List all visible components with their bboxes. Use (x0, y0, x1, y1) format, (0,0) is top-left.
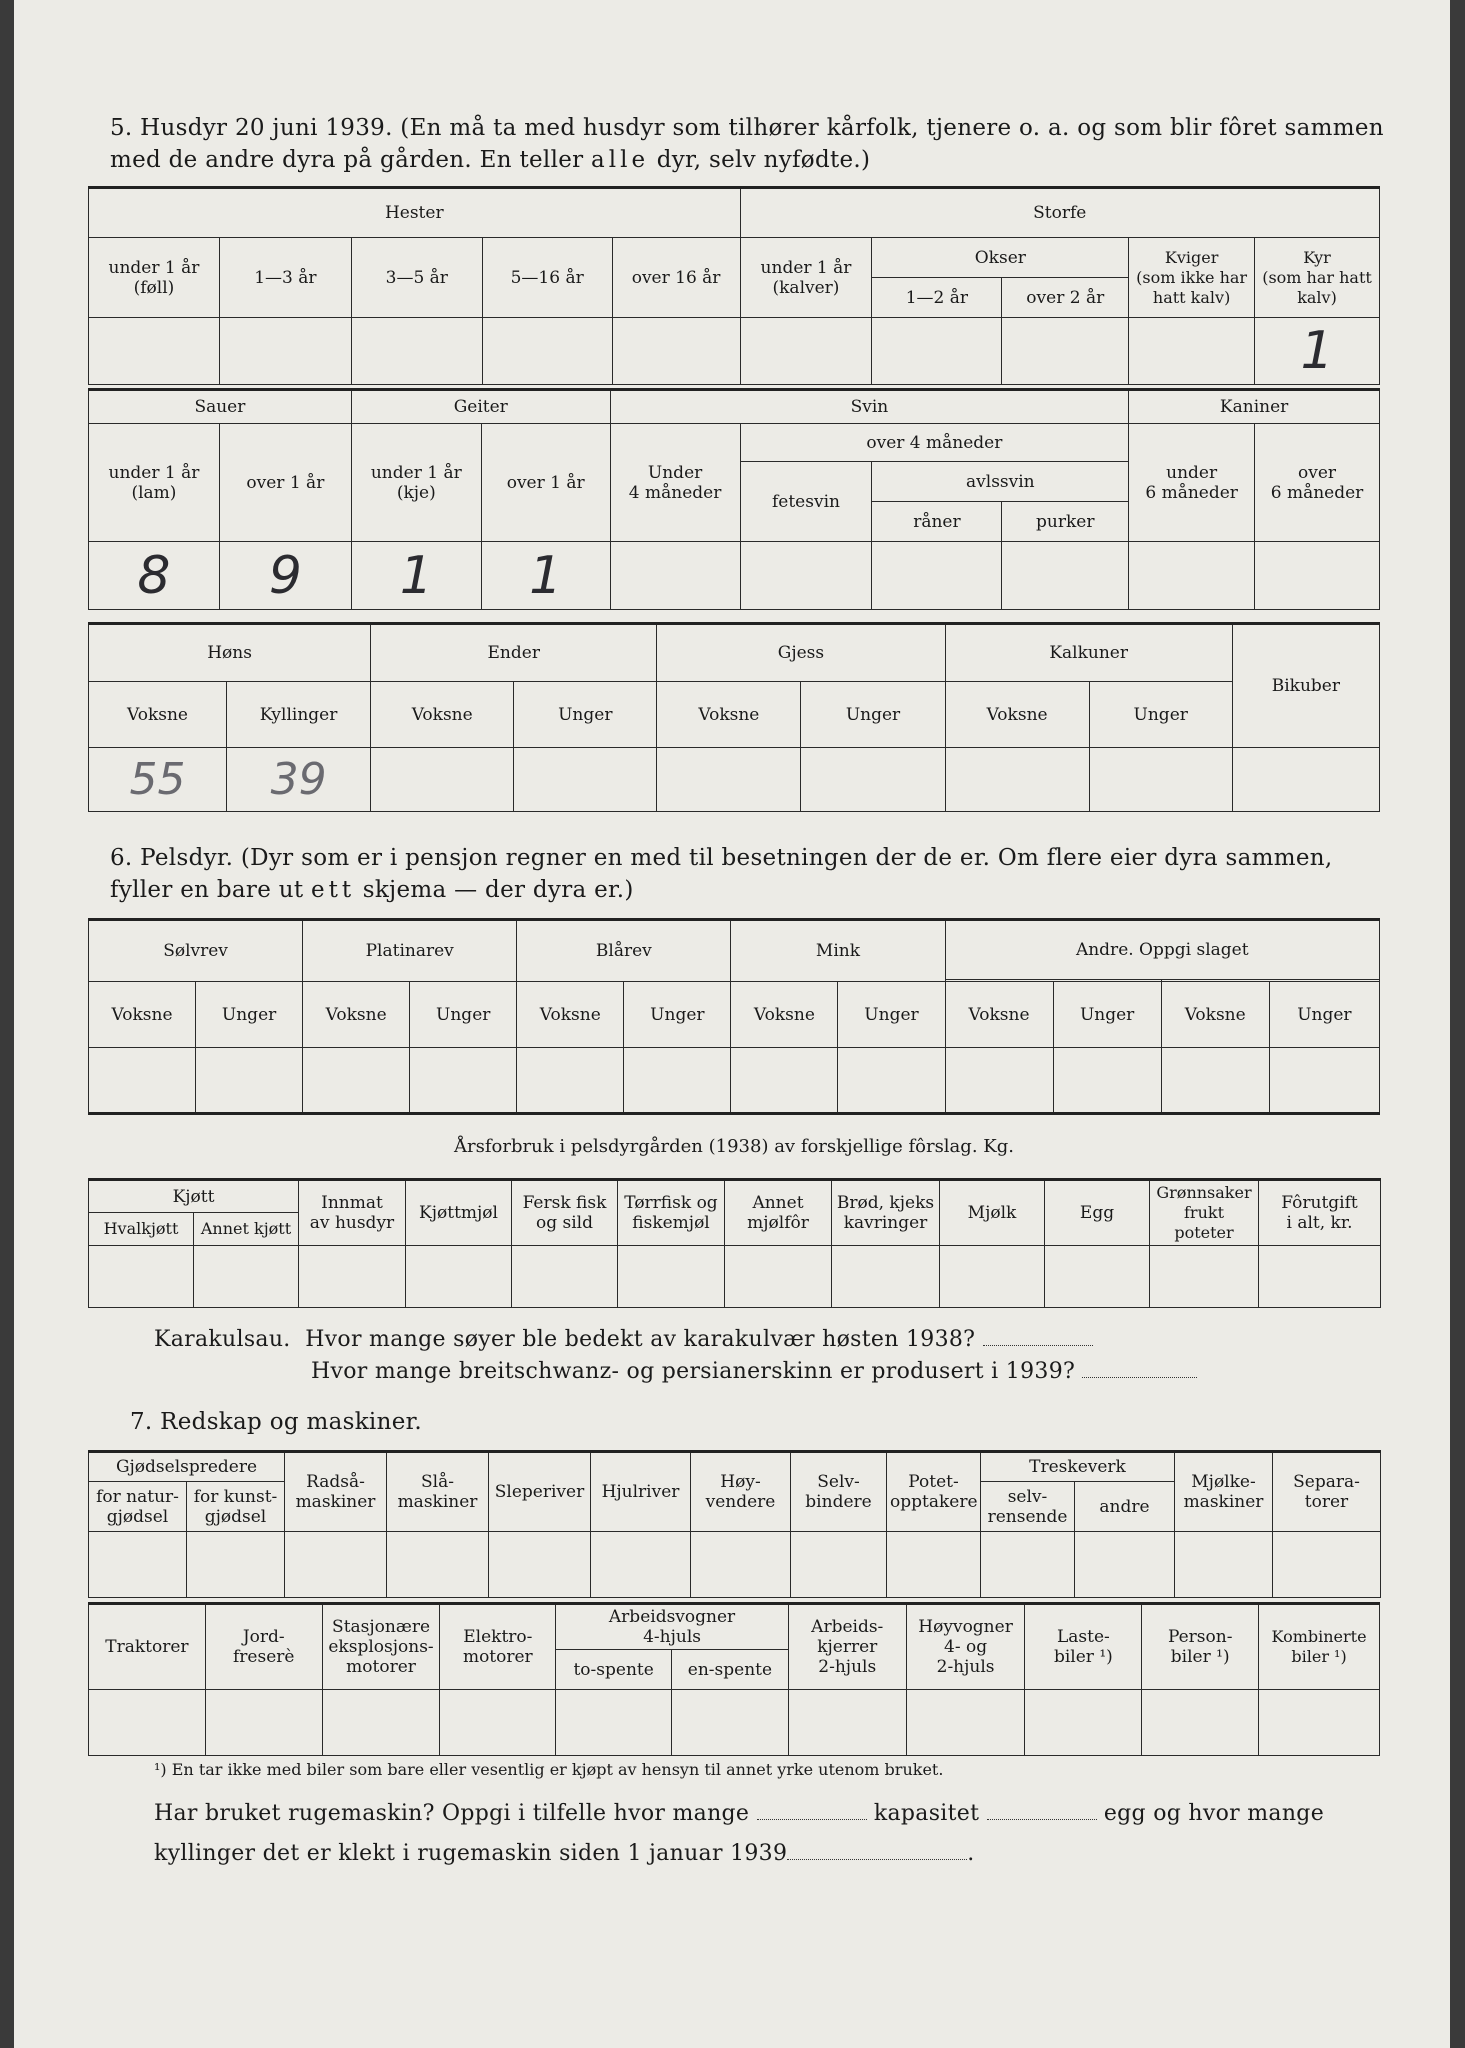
karakul-label: Karakulsau. (154, 1327, 291, 1352)
blarev-header: Blårev (517, 920, 731, 982)
karakul-q2: Hvor mange breitschwanz- og persianerskinn er produsert i 1939? (311, 1359, 1076, 1384)
input-cell[interactable] (981, 1532, 1075, 1598)
svin-header: Svin (610, 390, 1129, 424)
redskap-col-arbeidskjerrer: Arbeids- kjerrer 2-hjuls (788, 1604, 906, 1690)
input-cell[interactable] (657, 748, 801, 812)
kalkuner-header: Kalkuner (945, 624, 1232, 682)
input-cell[interactable] (1175, 1532, 1273, 1598)
karakul-q2-line (154, 1356, 1354, 1388)
hons-header: Høns (89, 624, 371, 682)
karakul-q1-line (154, 1324, 1354, 1356)
forbruk-col-torrfisk: Tørrfisk og fiskemjøl (618, 1180, 725, 1246)
input-cell[interactable] (205, 1690, 322, 1756)
geiter-over1-cell[interactable] (481, 542, 610, 610)
storfe-col-kalver: under 1 år (kalver) (740, 238, 872, 318)
input-cell[interactable] (838, 1048, 945, 1114)
bikuber-header: Bikuber (1232, 624, 1379, 748)
pelsdyr-col-voksne: Voksne (945, 982, 1053, 1048)
hons-col-voksne: Voksne (89, 682, 227, 748)
kalkuner-col-voksne: Voksne (945, 682, 1089, 748)
sauer-col-lam: under 1 år (lam) (89, 424, 220, 542)
redskap-col-separatorer: Separa- torer (1273, 1452, 1381, 1532)
fjorfe-table (88, 622, 1380, 812)
pelsdyr-col-voksne: Voksne (303, 982, 410, 1048)
input-cell[interactable] (612, 318, 740, 385)
input-cell[interactable] (194, 1246, 299, 1308)
husdyr-table-hester-storfe (88, 186, 1380, 385)
input-cell[interactable] (556, 1690, 672, 1756)
section5-text (110, 112, 1400, 176)
arbeidsvogner-header: Arbeidsvogner 4-hjuls (556, 1604, 789, 1650)
input-cell[interactable] (299, 1246, 406, 1308)
treskeverk-header: Treskeverk (981, 1452, 1175, 1482)
input-cell[interactable] (489, 1532, 591, 1598)
input-cell[interactable] (1161, 1048, 1269, 1114)
section6-line2: fyller en bare ut ett skjema — der dyra er.) (110, 877, 634, 903)
input-cell[interactable] (1142, 1690, 1259, 1756)
input-cell[interactable] (371, 748, 514, 812)
input-cell[interactable] (945, 1048, 1053, 1114)
gjess-col-voksne: Voksne (657, 682, 801, 748)
kaniner-col-under6: under 6 måneder (1129, 424, 1255, 542)
mink-header: Mink (731, 920, 945, 982)
input-cell[interactable] (624, 1048, 731, 1114)
forbruk-col-annet-mjolfor: Annet mjølfôr (725, 1180, 832, 1246)
input-cell[interactable] (1150, 1246, 1259, 1308)
input-cell[interactable] (512, 1246, 618, 1308)
geiter-kje-value: 1 (399, 545, 433, 606)
input-cell[interactable] (1255, 542, 1380, 610)
ender-col-voksne: Voksne (371, 682, 514, 748)
rugemaskin-section (154, 1794, 1394, 1874)
redskap-col-jordfresere: Jord- freserè (205, 1604, 322, 1690)
sauer-lam-value: 8 (137, 545, 171, 606)
redskap-col-elektromotorer: Elektro- motorer (440, 1604, 556, 1690)
redskap-col-hoyvendere: Høy- vendere (691, 1452, 791, 1532)
husdyr-table-sauer-svin (88, 388, 1380, 610)
pelsdyr-col-unger: Unger (1053, 982, 1161, 1048)
input-cell[interactable] (1089, 748, 1232, 812)
kjott-col-hvalkjott: Hvalkjøtt (89, 1213, 194, 1246)
input-cell[interactable] (788, 1690, 906, 1756)
input-cell[interactable] (906, 1690, 1025, 1756)
input-cell[interactable] (410, 1048, 517, 1114)
karakul-section (154, 1324, 1354, 1388)
redskap-col-stasjonaere: Stasjonære eksplosjons- motorer (322, 1604, 440, 1690)
hester-col-1-3: 1—3 år (219, 238, 351, 318)
hons-kyllinger-cell[interactable] (227, 748, 371, 812)
forbruk-col-mjolk: Mjølk (940, 1180, 1045, 1246)
input-cell[interactable] (618, 1246, 725, 1308)
gjess-header: Gjess (657, 624, 945, 682)
input-cell[interactable] (89, 1690, 206, 1756)
pelsdyr-col-unger: Unger (410, 982, 517, 1048)
hester-header: Hester (89, 188, 741, 238)
kalkuner-col-unger: Unger (1089, 682, 1232, 748)
geiter-over1-value: 1 (529, 545, 563, 606)
input-cell[interactable] (801, 748, 945, 812)
forbruk-col-innmat: Innmat av husdyr (299, 1180, 406, 1246)
hester-col-over16: over 16 år (612, 238, 740, 318)
hons-voksne-cell[interactable] (89, 748, 227, 812)
svin-col-purker: purker (1002, 502, 1129, 542)
solvrev-header: Sølvrev (89, 920, 303, 982)
okser-header: Okser (872, 238, 1129, 278)
rugemaskin-kyllinger-field[interactable] (787, 1859, 967, 1860)
redskap-col-selvbindere: Selv- bindere (791, 1452, 887, 1532)
pelsdyr-col-unger: Unger (1269, 982, 1379, 1048)
ender-header: Ender (371, 624, 657, 682)
pelsdyr-col-unger: Unger (838, 982, 945, 1048)
ender-col-unger: Unger (514, 682, 657, 748)
forbruk-col-brod: Brød, kjeks kavringer (832, 1180, 940, 1246)
forbruk-col-forutgift: Fôrutgift i alt, kr. (1259, 1180, 1381, 1246)
arbeidsvogner-col-enspente: en-spente (672, 1650, 789, 1690)
geiter-header: Geiter (351, 390, 610, 424)
form-page (14, 0, 1450, 2048)
hester-col-3-5: 3—5 år (351, 238, 482, 318)
svin-over4-header: over 4 måneder (740, 424, 1129, 462)
input-cell[interactable] (691, 1532, 791, 1598)
andre-header: Andre. Oppgi slaget (945, 920, 1379, 980)
svin-col-raner: råner (872, 502, 1002, 542)
sauer-col-over1: over 1 år (219, 424, 351, 542)
sauer-header: Sauer (89, 390, 352, 424)
rugemaskin-line2: kyllinger det er klekt i rugemaskin siden 1 januar 1939 . (154, 1841, 975, 1866)
pelsdyr-col-unger: Unger (624, 982, 731, 1048)
svin-avlssvin-header: avlssvin (872, 462, 1129, 502)
treskeverk-col-selvrensende: selv- rensende (981, 1482, 1075, 1532)
geiter-col-over1: over 1 år (481, 424, 610, 542)
pelsdyr-col-voksne: Voksne (731, 982, 838, 1048)
kaniner-header: Kaniner (1129, 390, 1380, 424)
svin-col-fetesvin: fetesvin (740, 462, 872, 542)
input-cell[interactable] (517, 1048, 624, 1114)
input-cell[interactable] (1075, 1532, 1175, 1598)
pelsdyr-table (88, 918, 1380, 1114)
storfe-col-kviger: Kviger (som ikke har hatt kalv) (1129, 238, 1255, 318)
forbruk-col-kjottmjol: Kjøttmjøl (406, 1180, 512, 1246)
pelsdyr-col-voksne: Voksne (89, 982, 196, 1048)
section7-heading: 7. Redskap og maskiner. (130, 1409, 422, 1435)
pelsdyr-col-voksne: Voksne (1161, 982, 1269, 1048)
input-cell[interactable] (740, 318, 872, 385)
sauer-over1-cell[interactable] (219, 542, 351, 610)
svin-col-under4: Under 4 måneder (610, 424, 740, 542)
redskap-col-personbiler: Person- biler ¹) (1142, 1604, 1259, 1690)
pelsdyr-col-voksne: Voksne (517, 982, 624, 1048)
gjess-col-unger: Unger (801, 682, 945, 748)
kjott-header: Kjøtt (89, 1180, 299, 1213)
redskap-col-sleperiver: Sleperiver (489, 1452, 591, 1532)
redskap-table-2 (88, 1602, 1380, 1756)
redskap-col-potetopptakere: Potet- opptakere (887, 1452, 981, 1532)
input-cell[interactable] (872, 318, 1002, 385)
input-cell[interactable] (1232, 748, 1379, 812)
gjodsel-col-natur: for natur- gjødsel (89, 1482, 187, 1532)
kyr-value-cell[interactable] (1255, 318, 1380, 385)
input-cell[interactable] (89, 318, 220, 385)
input-cell[interactable] (591, 1532, 691, 1598)
input-cell[interactable] (740, 542, 872, 610)
forbruk-col-gronnsaker: Grønnsaker frukt poteter (1150, 1180, 1259, 1246)
redskap-col-kombinerte: Kombinerte biler ¹) (1259, 1604, 1380, 1690)
forbruk-col-egg: Egg (1045, 1180, 1150, 1246)
kaniner-col-over6: over 6 måneder (1255, 424, 1380, 542)
input-cell[interactable] (187, 1532, 285, 1598)
redskap-table-1 (88, 1450, 1381, 1598)
redskap-col-sla: Slå- maskiner (387, 1452, 489, 1532)
rugemaskin-line1 (154, 1794, 1394, 1834)
input-cell[interactable] (322, 1690, 440, 1756)
input-cell[interactable] (887, 1532, 981, 1598)
redskap-col-traktorer: Traktorer (89, 1604, 206, 1690)
kjott-col-annet: Annet kjøtt (194, 1213, 299, 1246)
forbruk-col-fersk-fisk: Fersk fisk og sild (512, 1180, 618, 1246)
input-cell[interactable] (1269, 1048, 1379, 1114)
okser-col-1-2: 1—2 år (872, 278, 1002, 318)
footnote: ¹) En tar ikke med biler som bare eller vesentlig er kjøpt av hensyn til annet yrke utenom bruket. (154, 1760, 944, 1779)
input-cell[interactable] (672, 1690, 789, 1756)
input-cell[interactable] (196, 1048, 303, 1114)
input-cell[interactable] (440, 1690, 556, 1756)
forbruk-title: Årsforbruk i pelsdyrgården (1938) av forskjellige fôrslag. Kg. (454, 1136, 1014, 1157)
karakul-q1: Hvor mange søyer ble bedekt av karakulvær høsten 1938? (305, 1327, 976, 1352)
gjodselspredere-header: Gjødselspredere (89, 1452, 285, 1482)
input-cell[interactable] (387, 1532, 489, 1598)
rugemaskin-q2: kyllinger det er klekt i rugemaskin siden 1 januar 1939 (154, 1841, 788, 1866)
input-cell[interactable] (725, 1246, 832, 1308)
geiter-col-kje: under 1 år (kje) (351, 424, 481, 542)
input-cell[interactable] (945, 748, 1089, 812)
input-cell[interactable] (1045, 1246, 1150, 1308)
input-cell[interactable] (482, 318, 612, 385)
section5-line1: 5. Husdyr 20 juni 1939. (En må ta med husdyr som tilhører kårfolk, tjenere o. a. og som blir fôret sammen (110, 115, 1384, 141)
input-cell[interactable] (1002, 542, 1129, 610)
input-cell[interactable] (872, 542, 1002, 610)
forbruk-table (88, 1178, 1381, 1308)
hons-voksne-value: 55 (129, 753, 186, 805)
section5-line2: med de andre dyra på gården. En teller alle dyr, selv nyfødte.) (110, 147, 871, 173)
redskap-col-lastebiler: Laste- biler ¹) (1025, 1604, 1142, 1690)
section6-text (110, 842, 1400, 906)
input-cell[interactable] (731, 1048, 838, 1114)
storfe-col-kyr: Kyr (som har hatt kalv) (1255, 238, 1380, 318)
redskap-col-hjulriver: Hjulriver (591, 1452, 691, 1532)
sauer-lam-cell[interactable] (89, 542, 220, 610)
geiter-kje-cell[interactable] (351, 542, 481, 610)
sauer-over1-value: 9 (268, 545, 302, 606)
rugemaskin-q1: Har bruket rugemaskin? Oppgi i tilfelle hvor mange (154, 1801, 750, 1826)
redskap-col-hoyvogner: Høyvogner 4- og 2-hjuls (906, 1604, 1025, 1690)
hons-kyllinger-value: 39 (270, 753, 327, 805)
rugemaskin-q1-end: egg og hvor mange (1103, 1801, 1325, 1826)
input-cell[interactable] (610, 542, 740, 610)
platinarev-header: Platinarev (303, 920, 517, 982)
treskeverk-col-andre: andre (1075, 1482, 1175, 1532)
input-cell[interactable] (1259, 1690, 1380, 1756)
input-cell[interactable] (1259, 1246, 1381, 1308)
storfe-header: Storfe (740, 188, 1379, 238)
pelsdyr-col-unger: Unger (196, 982, 303, 1048)
input-cell[interactable] (514, 748, 657, 812)
input-cell[interactable] (1129, 318, 1255, 385)
gjodsel-col-kunst: for kunst- gjødsel (187, 1482, 285, 1532)
input-cell[interactable] (1129, 542, 1255, 610)
rugemaskin-kapasitet-label: kapasitet (873, 1801, 980, 1826)
karakul-q2-field[interactable] (1082, 1377, 1197, 1378)
okser-col-over2: over 2 år (1002, 278, 1129, 318)
input-cell[interactable] (89, 1048, 196, 1114)
input-cell[interactable] (351, 318, 482, 385)
input-cell[interactable] (791, 1532, 887, 1598)
input-cell[interactable] (940, 1246, 1045, 1308)
input-cell[interactable] (303, 1048, 410, 1114)
input-cell[interactable] (1053, 1048, 1161, 1114)
input-cell[interactable] (89, 1532, 187, 1598)
arbeidsvogner-col-tospente: to-spente (556, 1650, 672, 1690)
rugemaskin-kapasitet-field[interactable] (987, 1819, 1097, 1820)
input-cell[interactable] (219, 318, 351, 385)
hons-col-kyllinger: Kyllinger (227, 682, 371, 748)
input-cell[interactable] (89, 1246, 194, 1308)
input-cell[interactable] (285, 1532, 387, 1598)
redskap-col-mjolkemaskiner: Mjølke- maskiner (1175, 1452, 1273, 1532)
input-cell[interactable] (1273, 1532, 1381, 1598)
hester-col-foll: under 1 år (føll) (89, 238, 220, 318)
input-cell[interactable] (832, 1246, 940, 1308)
input-cell[interactable] (1002, 318, 1129, 385)
karakul-q1-field[interactable] (983, 1345, 1093, 1346)
input-cell[interactable] (1025, 1690, 1142, 1756)
rugemaskin-antall-field[interactable] (757, 1819, 867, 1820)
redskap-col-radsa: Radså- maskiner (285, 1452, 387, 1532)
input-cell[interactable] (406, 1246, 512, 1308)
forbruk-rule (88, 1112, 1380, 1115)
kyr-value: 1 (1300, 321, 1334, 381)
section6-line1: 6. Pelsdyr. (Dyr som er i pensjon regner en med til besetningen der de er. Om flere eier dyra sammen, (110, 845, 1333, 871)
hester-col-5-16: 5—16 år (482, 238, 612, 318)
